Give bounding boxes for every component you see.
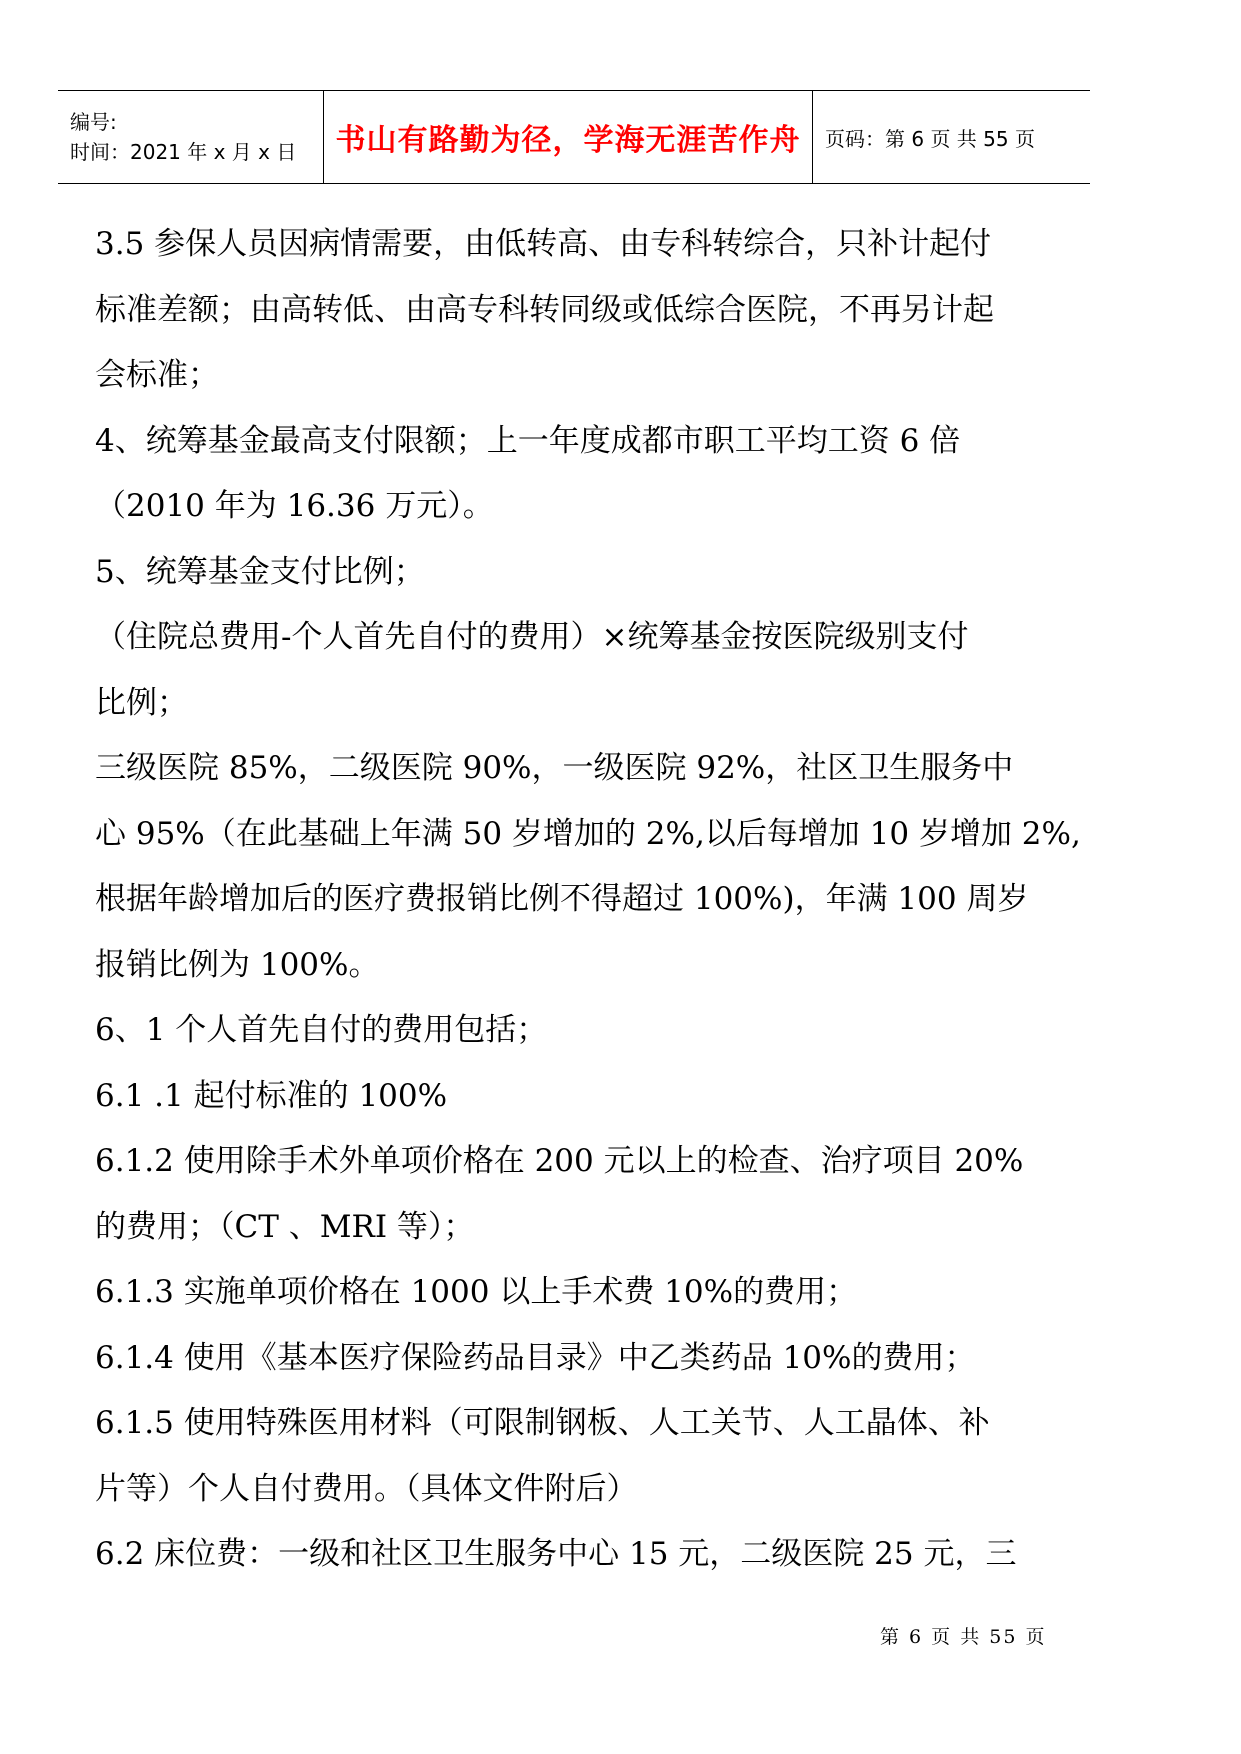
body-line: 根据年龄增加后的医疗费报销比例不得超过 100%)，年满 100 周岁 bbox=[95, 881, 1029, 917]
body-line: 会标准； bbox=[95, 357, 219, 393]
body-line: 比例； bbox=[95, 684, 188, 721]
body-line: （2010 年为 16.36 万元）。 bbox=[95, 488, 494, 524]
document-body bbox=[95, 212, 1085, 1588]
body-line: 三级医院 85%，二级医院 90%，一级医院 92%，社区卫生服务中 bbox=[95, 750, 1014, 786]
body-line: 4、统筹基金最高支付限额；上一年度成都市职工平均工资 6 倍 bbox=[95, 422, 961, 459]
body-line: 5、统筹基金支付比例； bbox=[95, 553, 425, 590]
body-line: 6.1.4 使用《基本医疗保险药品目录》中乙类药品 10%的费用； bbox=[95, 1339, 976, 1376]
document-number-label: 编号: bbox=[70, 110, 117, 134]
header-page-cell bbox=[813, 91, 1090, 183]
motto-text: 书山有路勤为径，学海无涯苦作舟 bbox=[335, 123, 801, 158]
document-time-label: 时间：2021 年 x 月 x 日 bbox=[70, 140, 297, 164]
body-line: 的费用；（CT 、MRI 等）； bbox=[95, 1208, 475, 1245]
body-line: 6.1.3 实施单项价格在 1000 以上手术费 10%的费用； bbox=[95, 1274, 858, 1310]
body-line: 6.1.2 使用除手术外单项价格在 200 元以上的检查、治疗项目 20% bbox=[95, 1143, 1024, 1179]
header-left-cell bbox=[58, 91, 323, 183]
page-code-label: 页码：第 6 页 共 55 页 bbox=[825, 126, 1035, 151]
body-line: 6、1 个人首先自付的费用包括； bbox=[95, 1012, 548, 1048]
body-line: 报销比例为 100%。 bbox=[95, 946, 380, 983]
body-line: 6.2 床位费：一级和社区卫生服务中心 15 元，二级医院 25 元，三 bbox=[95, 1536, 1017, 1572]
body-line: 标准差额；由高转低、由高专科转同级或低综合医院，不再另计起 bbox=[95, 291, 994, 328]
body-line: （住院总费用-个人首先自付的费用）×统筹基金按医院级别支付 bbox=[95, 619, 969, 655]
header-table bbox=[58, 90, 1090, 184]
body-line: 心 95%（在此基础上年满 50 岁增加的 2%,以后每增加 10 岁增加 2%, bbox=[95, 815, 1081, 852]
body-line: 3.5 参保人员因病情需要，由低转高、由专科转综合，只补计起付 bbox=[95, 226, 992, 262]
header-motto-cell bbox=[323, 91, 813, 183]
page-footer: 第 6 页 共 55 页 bbox=[880, 1626, 1047, 1648]
body-line: 6.1 .1 起付标准的 100% bbox=[95, 1077, 448, 1114]
body-line: 6.1.5 使用特殊医用材料（可限制钢板、人工关节、人工晶体、补 bbox=[95, 1405, 990, 1441]
body-line: 片等）个人自付费用。（具体文件附后） bbox=[95, 1470, 638, 1507]
